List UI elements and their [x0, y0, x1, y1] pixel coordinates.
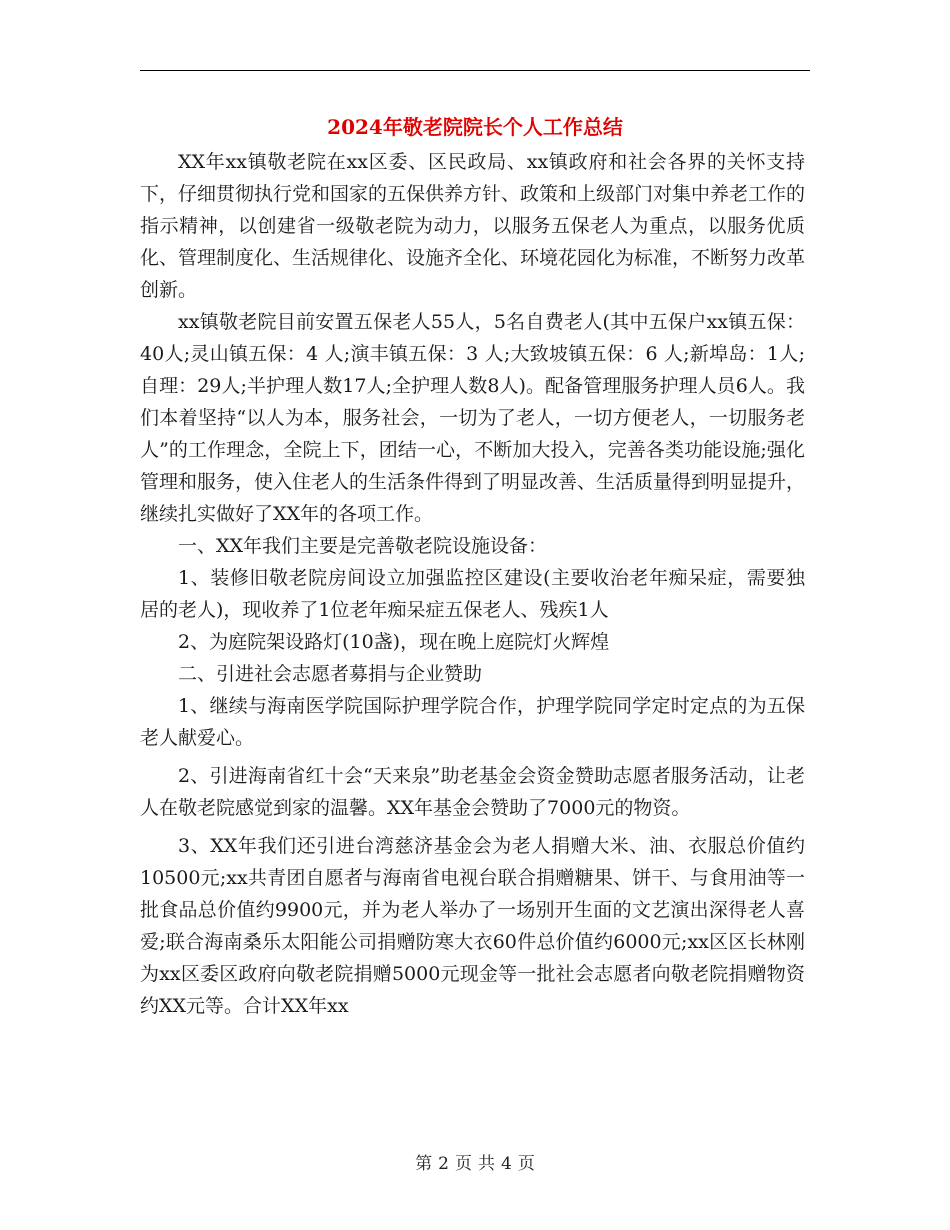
page-current: 2: [438, 1154, 449, 1174]
page-label-prefix: 第: [415, 1154, 433, 1174]
section-heading-volunteers: 二、引进社会志愿者募捐与企业赞助: [178, 663, 483, 685]
page-label-suffix: 页: [517, 1154, 535, 1174]
document-title: 2024年敬老院院长个人工作总结: [327, 115, 623, 139]
page-label-mid: 页: [455, 1154, 472, 1174]
section-heading-facilities: 一、XX年我们主要是完善敬老院设施设备：: [178, 535, 548, 557]
header-rule: [140, 70, 810, 71]
page-total-prefix: 共: [478, 1154, 495, 1174]
list-item-street-lights: 2、为庭院架设路灯(10盏)，现在晚上庭院灯火辉煌: [178, 631, 610, 653]
list-item-nursing-college: 1、继续与海南医学院国际护理学院合作，护理学院同学定时定点的为五保老人献爱心。: [140, 695, 805, 749]
page-total: 4: [501, 1154, 512, 1174]
list-item-renovation: 1、装修旧敬老院房间设立加强监控区建设(主要收治老年痴呆症，需要独居的老人)，现收养了1位老年痴呆症五保老人、残疾1人: [140, 567, 805, 621]
paragraph-intro: XX年xx镇敬老院在xx区委、区民政局、xx镇政府和社会各界的关怀支持下，仔细贯彻执行党和国家的五保供养方针、政策和上级部门对集中养老工作的指示精神，以创建省一级敬老院为动力，以服务五保老人为重点，以服务优质化、管理制度化、生活规律化、设施齐全化、环境花园化为标准，不断努力改革创新。: [140, 151, 806, 301]
list-item-red-cross-fund: 2、引进海南省红十会“天来泉”助老基金会资金赞助志愿者服务活动，让老人在敬老院感觉到家的温馨。XX年基金会赞助了7000元的物资。: [140, 765, 805, 819]
page-footer: [0, 1152, 950, 1176]
paragraph-residents: xx镇敬老院目前安置五保老人55人，5名自费老人(其中五保户xx镇五保：40人;灵山镇五保：4 人;演丰镇五保：3 人;大致坡镇五保：6 人;新埠岛：1人;自理：29人;半护理人数17人;全护理人数8人)。配备管理服务护理人员6人。我们本着坚持“以人为本，服务社会，一切为了老人，一切方便老人，一切服务老人”的工作理念，全院上下，团结一心，不断加大投入，完善各类功能设施;强化管理和服务，使入住老人的生活条件得到了明显改善、生活质量得到明显提升，继续扎实做好了XX年的各项工作。: [140, 311, 806, 525]
document-body: [140, 146, 805, 1022]
list-item-donations: 3、XX年我们还引进台湾慈济基金会为老人捐赠大米、油、衣服总价值约10500元;xx共青团自愿者与海南省电视台联合捐赠糖果、饼干、与食用油等一批食品总价值约9900元，并为老人举办了一场别开生面的文艺演出深得老人喜爱;联合海南桑乐太阳能公司捐赠防寒大衣60件总价值约6000元;xx区区长林刚为xx区委区政府向敬老院捐赠5000元现金等一批社会志愿者向敬老院捐赠物资约XX元等。合计XX年xx: [140, 835, 805, 1017]
